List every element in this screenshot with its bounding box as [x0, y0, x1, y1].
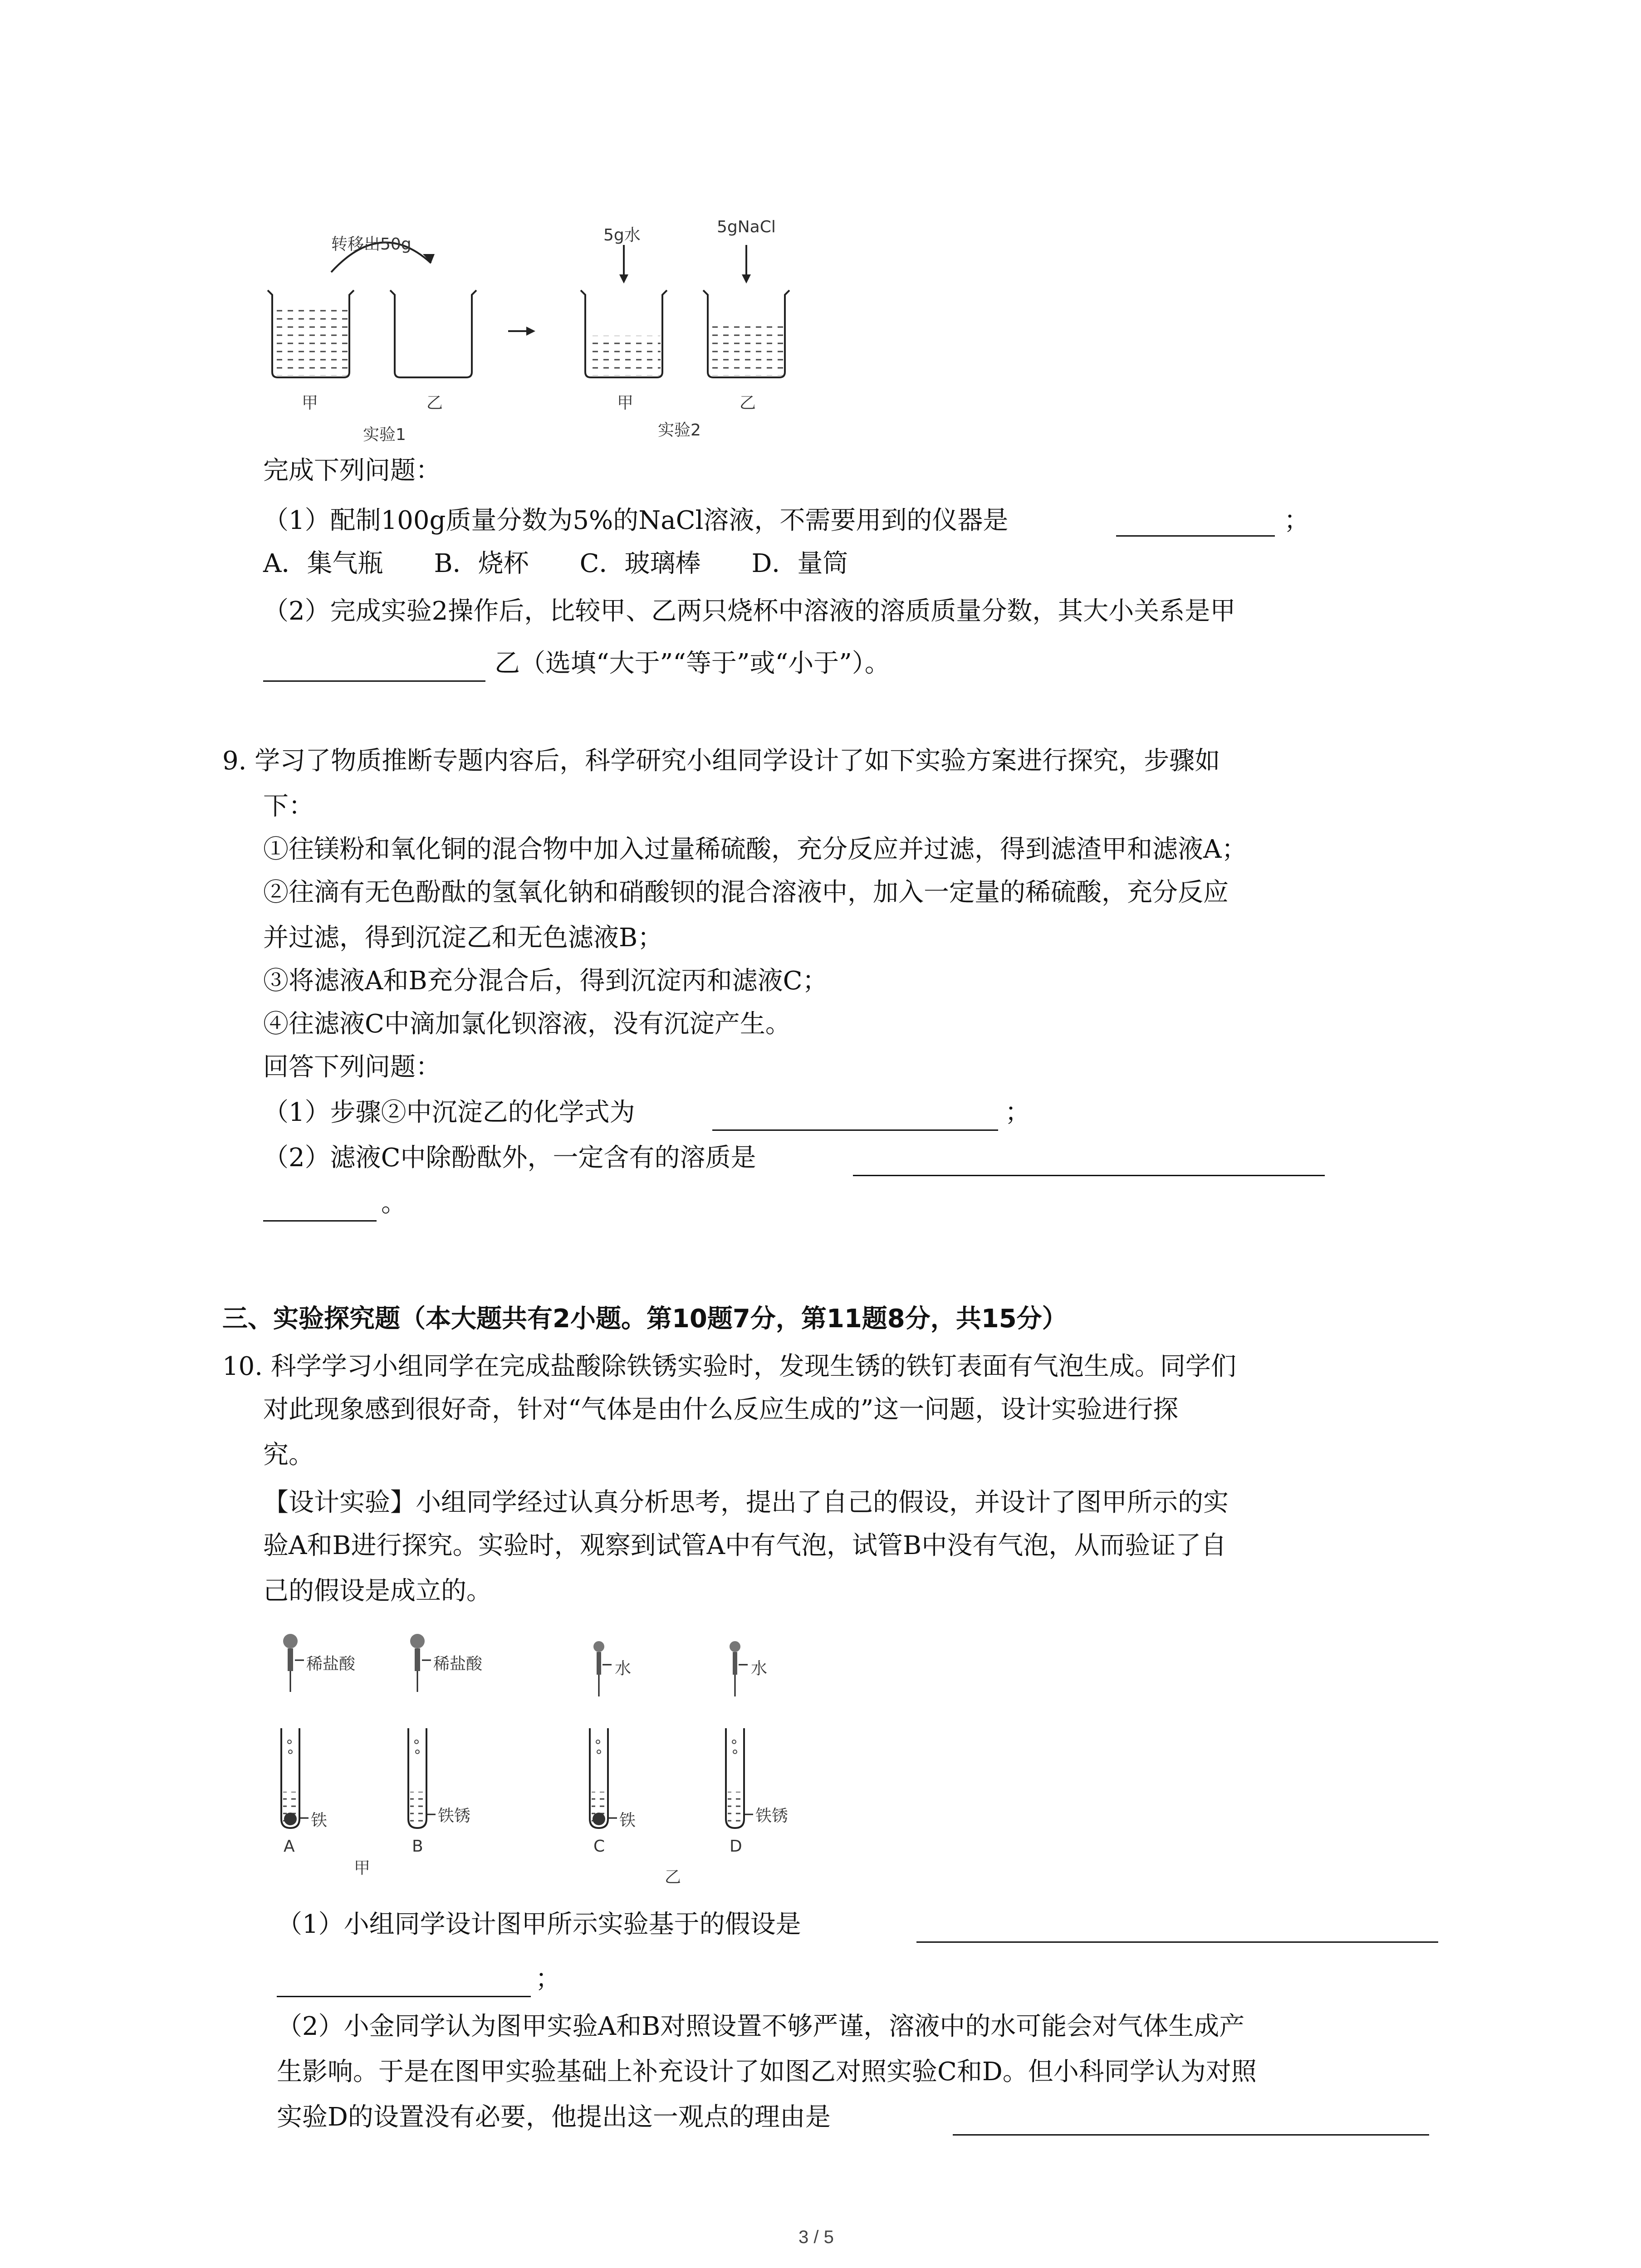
q10-design1: 【设计实验】小组同学经过认真分析思考，提出了自己的假设，并设计了图甲所示的实 — [263, 1488, 1229, 1517]
q8-prompt: 完成下列问题： — [263, 456, 441, 485]
q10-line2: 对此现象感到很好奇，针对“气体是由什么反应生成的”这一问题，设计实验进行探 — [263, 1395, 1179, 1424]
figure-beakers — [254, 209, 798, 454]
q8-sub1-end: ； — [1284, 506, 1309, 535]
add-nacl-label: 5gNaCl — [717, 218, 776, 236]
q10-line1: 10. 科学学习小组同学在完成盐酸除铁锈实验时，发现生锈的铁钉表面有气泡生成。同学们 — [222, 1352, 1236, 1381]
q9-line1: 9. 学习了物质推断专题内容后，科学研究小组同学设计了如下实验方案进行探究，步骤如 — [222, 746, 1220, 776]
q10-sub2-answer-blank[interactable] — [953, 2134, 1429, 2136]
q8-sub2-line1: （2）完成实验2操作后，比较甲、乙两只烧杯中溶液的溶质质量分数，其大小关系是甲 — [263, 596, 1236, 626]
q8-sub1: （1）配制100g质量分数为5%的NaCl溶液，不需要用到的仪器是 — [263, 506, 1009, 535]
q10-sub2-line2: 生影响。于是在图甲实验基础上补充设计了如图乙对照实验C和D。但小科同学认为对照 — [277, 2057, 1257, 2087]
q10-sub1-answer-blank-1[interactable] — [916, 1941, 1438, 1943]
experiment-1-label: 实验1 — [363, 425, 406, 444]
tube-label-rust-b: 铁锈 — [438, 1807, 471, 1825]
q9-sub2: （2）滤液C中除酚酞外，一定含有的溶质是 — [263, 1143, 756, 1173]
group-label-jia: 甲 — [354, 1859, 371, 1877]
figure-test-tubes — [263, 1628, 830, 1892]
q9-sub2-answer-blank-1[interactable] — [853, 1175, 1325, 1176]
dropper-label-water-d: 水 — [751, 1659, 768, 1678]
q9-sub2-answer-blank-2[interactable] — [263, 1220, 377, 1222]
q9-step2b: 并过滤，得到沉淀乙和无色滤液B； — [263, 923, 663, 953]
tube-letter-b: B — [412, 1837, 423, 1856]
q9-step3: ③将滤液A和B充分混合后，得到沉淀丙和滤液C； — [263, 966, 828, 996]
tube-letter-c: C — [593, 1837, 605, 1856]
beaker-label-yi-1: 乙 — [426, 394, 443, 412]
page-number: 3 / 5 — [798, 2227, 834, 2247]
q8-sub1-answer-blank[interactable] — [1116, 535, 1275, 537]
tube-letter-d: D — [730, 1837, 742, 1856]
section-3-heading: 三、实验探究题（本大题共有2小题。第10题7分，第11题8分，共15分） — [222, 1304, 1068, 1334]
add-water-label: 5g水 — [603, 226, 641, 244]
q9-sub2-end: 。 — [381, 1188, 407, 1218]
q10-sub2-line1: （2）小金同学认为图甲实验A和B对照设置不够严谨，溶液中的水可能会对气体生成产 — [277, 2012, 1245, 2041]
q9-step4: ④往滤液C中滴加氯化钡溶液，没有沉淀产生。 — [263, 1009, 791, 1039]
q9-prompt: 回答下列问题： — [263, 1052, 441, 1082]
q10-line3: 究。 — [263, 1440, 314, 1470]
q10-sub2-line3: 实验D的设置没有必要，他提出这一观点的理由是 — [277, 2102, 831, 2132]
dropper-label-acid-b: 稀盐酸 — [433, 1655, 483, 1673]
q10-sub1-answer-blank-2[interactable] — [277, 1996, 531, 1997]
tube-letter-a: A — [284, 1837, 295, 1856]
tube-label-rust-d: 铁锈 — [755, 1807, 789, 1825]
q10-design2: 验A和B进行探究。实验时，观察到试管A中有气泡，试管B中没有气泡，从而验证了自 — [263, 1531, 1227, 1560]
tube-d — [726, 1641, 753, 1828]
tube-b — [408, 1634, 436, 1828]
q8-sub2-line2: 乙（选填“大于”“等于”或“小于”）。 — [495, 649, 890, 678]
experiment-2-label: 实验2 — [658, 421, 701, 440]
arrow-label-transfer: 转移出50g — [331, 235, 411, 254]
q9-sub1-end: ； — [1005, 1098, 1030, 1127]
q8-options: A．集气瓶 B．烧杯 C．玻璃棒 D．量筒 — [263, 549, 848, 578]
q9-sub1-answer-blank[interactable] — [712, 1129, 998, 1131]
tube-a — [281, 1634, 309, 1828]
q8-sub2-answer-blank[interactable] — [263, 680, 485, 682]
q10-design3: 己的假设是成立的。 — [263, 1576, 492, 1606]
q9-line2: 下： — [263, 792, 314, 821]
beaker-label-jia-1: 甲 — [302, 394, 318, 412]
tube-c — [590, 1641, 617, 1828]
q10-sub1-end: ； — [535, 1964, 561, 1994]
q9-step1: ①往镁粉和氧化铜的混合物中加入过量稀硫酸，充分反应并过滤，得到滤渣甲和滤液A； — [263, 835, 1247, 864]
tube-label-iron-a: 铁 — [311, 1811, 328, 1830]
tube-label-iron-c: 铁 — [619, 1811, 636, 1830]
q9-sub1: （1）步骤②中沉淀乙的化学式为 — [263, 1098, 635, 1127]
beaker-label-jia-2: 甲 — [617, 394, 634, 412]
dropper-label-water-c: 水 — [615, 1659, 632, 1678]
group-label-yi: 乙 — [665, 1868, 681, 1887]
q10-sub1: （1）小组同学设计图甲所示实验基于的假设是 — [277, 1910, 801, 1939]
dropper-label-acid-a: 稀盐酸 — [306, 1655, 356, 1673]
q9-step2a: ②往滴有无色酚酞的氢氧化钠和硝酸钡的混合溶液中，加入一定量的稀硫酸，充分反应 — [263, 878, 1229, 907]
beaker-label-yi-2: 乙 — [740, 394, 756, 412]
